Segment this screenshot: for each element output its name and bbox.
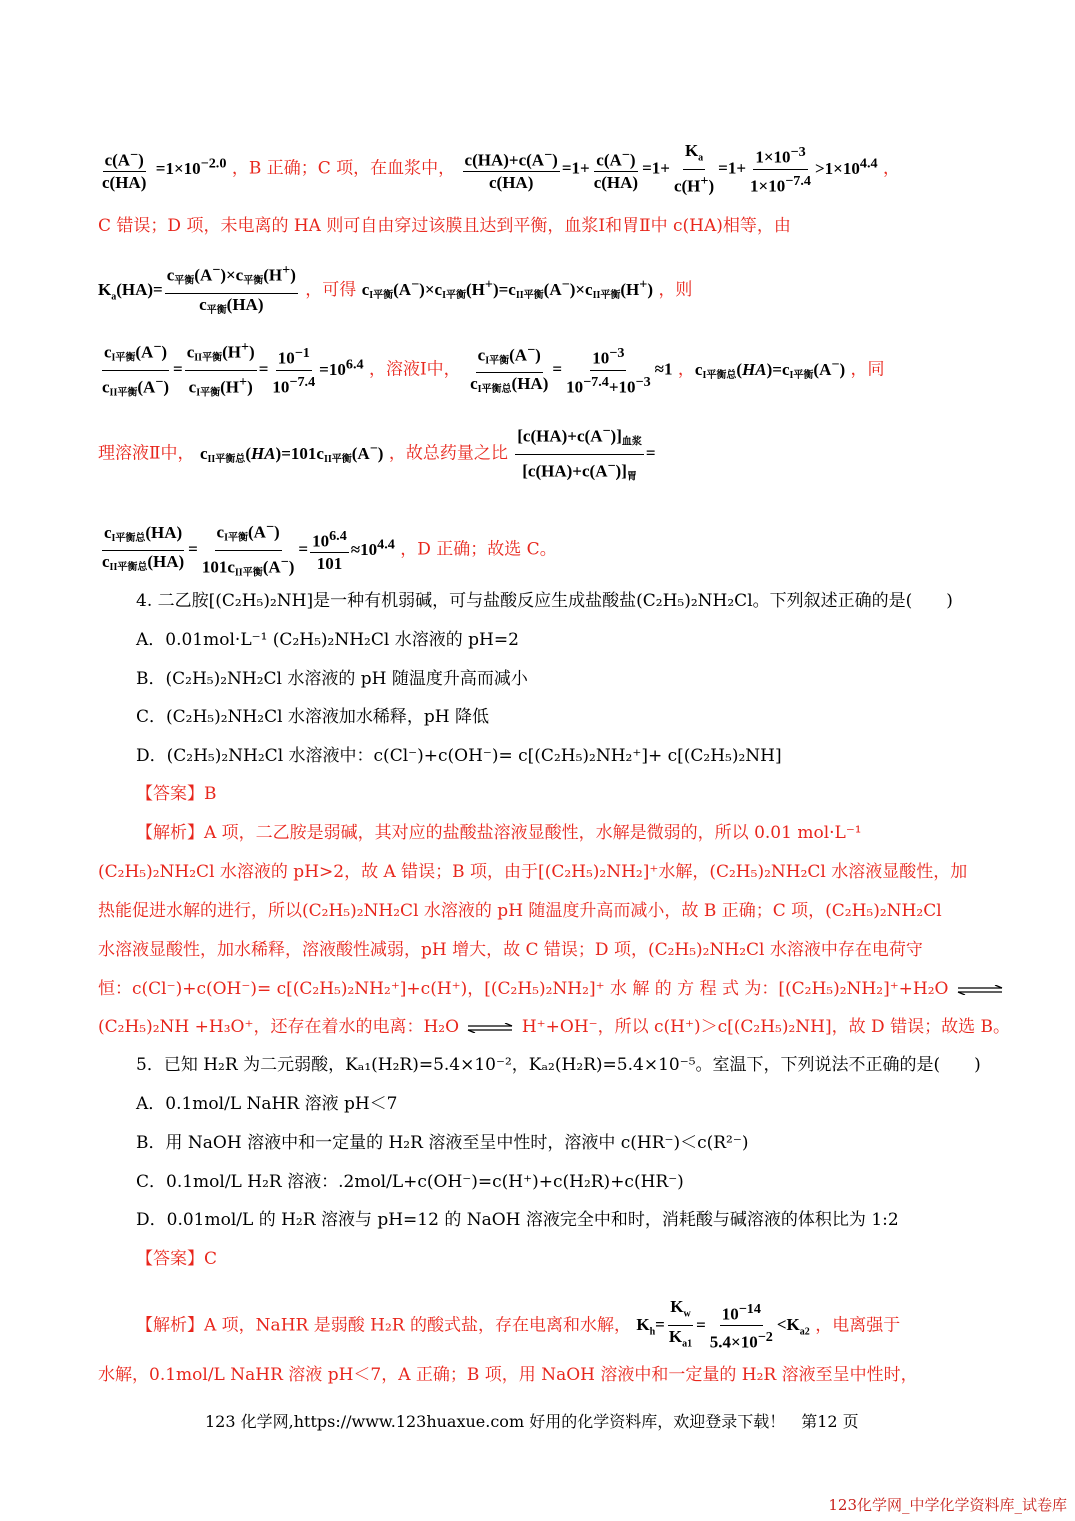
answer-label: 【答案】 [136, 784, 204, 804]
formula-line-5: 理溶液Ⅱ中， $c_{II平衡总}(HA)=101c_{II平衡}(A^-)$ ，故总药量之比 $\frac{[c(HA)+c(A^-)]_{血浆}}{[c(HA)+c(A^-)]_胃}$ = [98, 420, 656, 488]
text-segment: ，则 [658, 279, 693, 300]
formula-kh-frac: $\frac{K_w}{K_{a1}}$ [668, 1297, 693, 1350]
answer-label: 【答案】 [136, 1249, 204, 1269]
formula-line-1: $\frac{c(A^-)}{c(HA)}$ $=1\times 10^{-2.0}$ ，B 正确；C 项，在血浆中， $\frac{c(HA)+c(A^-)}{c(HA)}$ =1+ $\frac{c(A^-)}{c(HA)}$ =1+ $\frac{K_a}{c(H^+)}$ =1+ $\frac{1\times 10^{-3}}{1\times 10^{-7.4}}$ $>1\times 10^{4.4}$ ， [102, 141, 900, 197]
answer-value: B [204, 784, 217, 804]
formula-ratio-a-ha: $\frac{c(A^-)}{c(HA)}$ [100, 144, 148, 195]
answer-line [136, 1248, 217, 1270]
option-d: D．0.01mol/L 的 H₂R 溶液与 pH=12 的 NaOH 溶液完全中和时，消耗酸与碱溶液的体积比为 1:2 [136, 1210, 899, 1230]
text-segment: ， [882, 158, 900, 179]
formula-equal-2: $c_{II平衡总}(HA)=101c_{II平衡}(A^-)$ [199, 440, 384, 465]
answer-line [136, 783, 217, 805]
analysis-text: H⁺+OH⁻，所以 c(H⁺)＞c[(C₂H₅)₂NH]，故 D 错误；故选 B。 [521, 1017, 1010, 1037]
option-b: B．用 NaOH 溶液中和一定量的 H₂R 溶液至呈中性时，溶液中 c(HR⁻)＜c(R²⁻) [136, 1133, 749, 1153]
equilibrium-arrow-icon [957, 985, 1003, 995]
question-5-stem: 5．已知 H₂R 为二元弱酸，Kₐ₁(H₂R)=5.4×10⁻²，Kₐ₂(H₂R)=5.4×10⁻⁵。室温下，下列说法不正确的是( ) [136, 1055, 981, 1075]
formula-line-4: $\frac{c_{I平衡}(A^-)}{c_{II平衡}(A^-)}$ = $\frac{c_{II平衡}(H^+)}{c_{I平衡}(H^+)}$ = $\frac{10^{-1}}{10^{-7.4}}$ $=10^{6.4}$ ，溶液Ⅰ中， $\frac{c_{I平衡}(A^-)}{c_{I平衡总}(HA)}$ = $\frac{10^{-3}}{10^{-7.4}+10^{-3}}$ ≈1 ，$c_{I平衡总}(HA)=c_{I平衡}(A^-)$ ，同 [98, 336, 885, 404]
text-line: C 错误；D 项，未电离的 HA 则可自由穿过该膜且达到平衡，血浆Ⅰ和胃Ⅱ中 c(HA)相等，由 [98, 216, 791, 236]
formula-value: $=1\times 10^{-2.0}$ [155, 154, 227, 178]
formula-total-ratio: $\frac{c(HA)+c(A^-)}{c(HA)}$ [463, 144, 560, 195]
analysis-line-2: (C₂H₅)₂NH₂Cl 水溶液的 pH>2，故 A 错误；B 项，由于[(C₂H₅)₂NH₂]⁺水解，(C₂H₅)₂NH₂Cl 水溶液显酸性，加 [98, 862, 968, 882]
analysis-label: 【解析】 [136, 1315, 204, 1336]
analysis-text: ，电离强于 [815, 1315, 901, 1336]
option-d: D．(C₂H₅)₂NH₂Cl 水溶液中：c(Cl⁻)+c(OH⁻)= c[(C₂H₅)₂NH₂⁺]+ c[(C₂H₅)₂NH] [136, 746, 782, 766]
analysis-line-3: 热能促进水解的进行，所以(C₂H₅)₂NH₂Cl 水溶液的 pH 随温度升高而减小，故 B 正确；C 项，(C₂H₅)₂NH₂Cl [98, 901, 942, 921]
analysis-text: A 项，NaHR 是弱酸 H₂R 的酸式盐，存在电离和水解， [204, 1315, 631, 1336]
formula-kh: $K_h=$ [636, 1315, 665, 1338]
analysis-line-5 [98, 978, 1006, 1000]
text-segment: ，B 正确；C 项，在血浆中， [231, 158, 456, 179]
formula-ratio-2: $\frac{c_{I平衡}(A^-)}{c_{I平衡总}(HA)}$ [468, 339, 550, 402]
formula-ka-frac: $\frac{c_{平衡}(A^-)\times c_{平衡}(H^+)}{c_{平衡}(HA)}$ [165, 259, 298, 322]
equilibrium-arrow-icon [467, 1023, 513, 1033]
option-a: A．0.01mol·L⁻¹ (C₂H₅)₂NH₂Cl 水溶液的 pH=2 [136, 630, 519, 650]
option-b: B．(C₂H₅)₂NH₂Cl 水溶液的 pH 随温度升高而减小 [136, 669, 528, 689]
question-4-stem: 4. 二乙胺[(C₂H₅)₂NH]是一种有机弱碱，可与盐酸反应生成盐酸盐(C₂H₅)₂NH₂Cl。下列叙述正确的是( ) [136, 591, 953, 611]
analysis-text: A 项，二乙胺是弱碱，其对应的盐酸盐溶液显酸性，水解是微弱的，所以 0.01 mol·L⁻¹ [204, 823, 862, 843]
formula-total-ratio-2: $\frac{[c(HA)+c(A^-)]_{血浆}}{[c(HA)+c(A^-)]_胃}$ [515, 420, 644, 488]
text-segment: 理溶液Ⅱ中， [98, 443, 195, 464]
page-footer: 123 化学网,https://www.123huaxue.com 好用的化学资料库，欢迎登录下载！ 第12 页 [205, 1412, 859, 1431]
text-segment: ，可得 [305, 279, 357, 300]
analysis-line-4: 水溶液显酸性，加水稀释，溶液酸性减弱，pH 增大，故 C 错误；D 项，(C₂H₅)₂NH₂Cl 水溶液中存在电荷守 [98, 940, 923, 960]
analysis-text: (C₂H₅)₂NH +H₃O⁺，还存在着水的电离：H₂O [98, 1017, 460, 1037]
analysis-text: 恒：c(Cl⁻)+c(OH⁻)= c[(C₂H₅)₂NH₂⁺]+c(H⁺)，[(C₂H₅)₂NH₂]⁺ 水 解 的 方 程 式 为：[(C₂H₅)₂NH₂]⁺+H₂O [98, 979, 949, 999]
analysis-line-6 [98, 1016, 1010, 1038]
formula-final: $\frac{c_{I平衡总}(HA)}{c_{II平衡总}(HA)}$ [102, 522, 185, 573]
text-segment: ，溶液Ⅰ中， [368, 359, 461, 380]
option-a: A．0.1mol/L NaHR 溶液 pH＜7 [136, 1094, 398, 1114]
analysis-line-1: 【解析】A 项，NaHR 是弱酸 H₂R 的酸式盐，存在电离和水解， $K_h=$ $\frac{K_w}{K_{a1}}$ = $\frac{10^{-14}}{5.4\times 10^{-2}}$ $<K_{a2}$ ，电离强于 [136, 1296, 900, 1356]
option-c: C．0.1mol/L H₂R 溶液：.2mol/L+c(OH⁻)=c(H⁺)+c(H₂R)+c(HR⁻) [136, 1172, 684, 1192]
analysis-label: 【解析】 [136, 823, 204, 843]
watermark: 123化学网_中学化学资料库_试卷库 [828, 1496, 1067, 1514]
text-segment: ，D 正确；故选 C。 [400, 539, 557, 560]
formula-line-3 [98, 259, 692, 322]
formula-equality: $c_{I平衡}(A^-)\times c_{I平衡}(H^+)=c_{II平衡}(A^-)\times c_{II平衡}(H^+)$ [361, 276, 654, 301]
text-segment: ，故总药量之比 [388, 443, 508, 464]
formula-equal: $c_{I平衡总}(HA)=c_{I平衡}(A^-)$ [694, 356, 846, 381]
formula-ratio: $\frac{c_{I平衡}(A^-)}{c_{II平衡}(A^-)}$ [100, 336, 171, 404]
option-c: C．(C₂H₅)₂NH₂Cl 水溶液加水稀释，pH 降低 [136, 707, 490, 727]
analysis-line-2: 水解，0.1mol/L NaHR 溶液 pH＜7，A 正确；B 项，用 NaOH 溶液中和一定量的 H₂R 溶液至呈中性时， [98, 1365, 918, 1385]
formula-ka: $K_a(HA)=$ [98, 279, 163, 303]
answer-value: C [204, 1249, 218, 1269]
analysis-line-1 [136, 822, 862, 844]
formula-line-6: $\frac{c_{I平衡总}(HA)}{c_{II平衡总}(HA)}$ = $\frac{c_{I平衡}(A^-)}{101c_{II平衡}(A^-)}$ = $\frac{10^{6.4}}{101}$ $\approx 10^{4.4}$ ，D 正确；故选 C。 [98, 516, 557, 584]
text-segment: ，同 [850, 359, 885, 380]
